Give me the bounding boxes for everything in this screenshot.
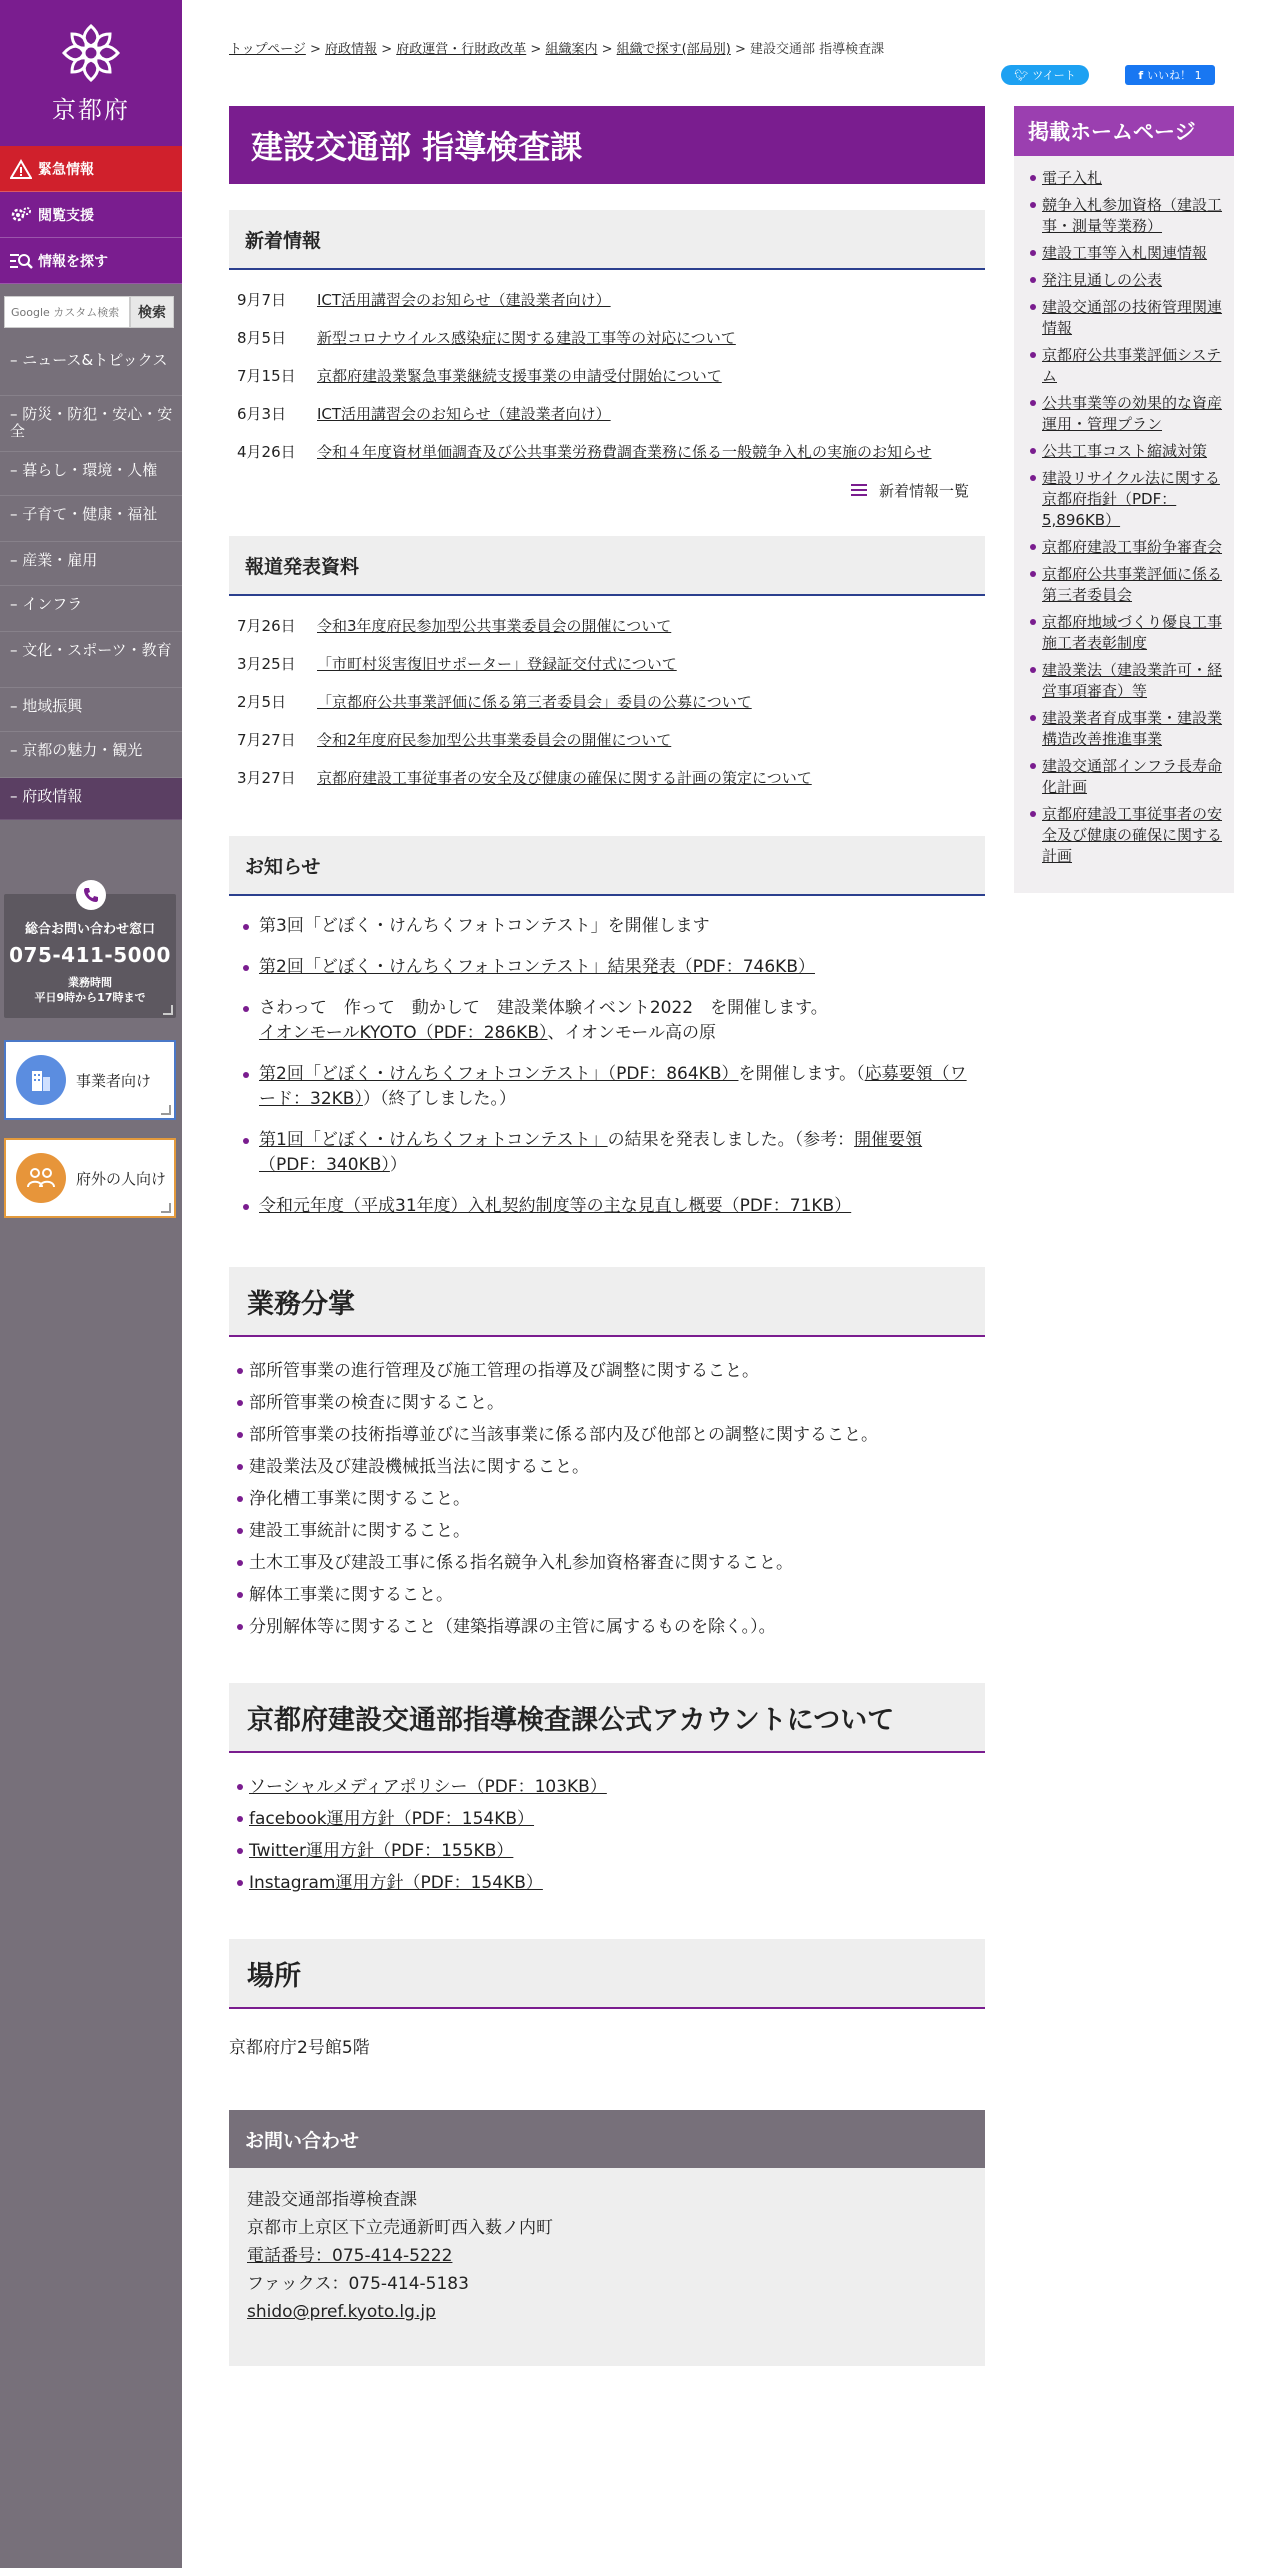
for-businesses-label: 事業者向け	[76, 1071, 152, 1090]
notice-link[interactable]: イオンモールKYOTO（PDF：286KB）	[259, 1023, 548, 1043]
tweet-button[interactable]	[1001, 65, 1089, 85]
list-item: 土木工事及び建設工事に係る指名競争入札参加資格審査に関すること。	[235, 1547, 985, 1579]
facebook-policy-link[interactable]: facebook運用方針（PDF：154KB）	[249, 1809, 535, 1829]
related-link[interactable]: 建設業者育成事業・建設業構造改善推進事業	[1042, 709, 1223, 748]
list-item	[229, 682, 985, 720]
press-date: 2月5日	[237, 692, 287, 711]
contact-title: 総合お問い合わせ窓口	[24, 922, 155, 937]
contact-hours-label: 業務時間	[68, 976, 112, 989]
nav-kyoto-tourism[interactable]: – 京都の魅力・観光	[0, 732, 182, 778]
list-item	[241, 996, 975, 1046]
find-info-button[interactable]	[0, 238, 182, 284]
notice-text: 、イオンモール高の原	[547, 1023, 716, 1043]
facebook-icon: f	[1138, 68, 1144, 82]
list-item	[1028, 168, 1224, 189]
related-pages-heading: 掲載ホームページ	[1014, 106, 1234, 156]
location-text: 京都府庁2号館5階	[229, 2038, 370, 2058]
list-item	[229, 720, 985, 758]
nav-prefectural-government[interactable]: – 府政情報	[0, 778, 182, 820]
news-date: 9月7日	[237, 290, 287, 309]
find-info-label: 情報を探す	[38, 253, 108, 270]
list-item	[229, 356, 985, 394]
list-item	[229, 758, 985, 796]
list-item	[1028, 660, 1224, 702]
notice-link[interactable]: 応募要領（ワード：32KB）	[259, 1064, 967, 1109]
press-heading: 報道発表資料	[229, 536, 985, 596]
duties-heading: 業務分掌	[229, 1267, 985, 1337]
notice-text: を開催します。（	[738, 1064, 865, 1084]
inquiry-heading: お問い合わせ	[229, 2110, 985, 2168]
general-contact-box[interactable]	[4, 894, 176, 1018]
nav-industry-employment[interactable]: – 産業・雇用	[0, 542, 182, 586]
main-content	[229, 106, 985, 2366]
instagram-policy-link[interactable]: Instagram運用方針（PDF：154KB）	[249, 1873, 543, 1893]
breadcrumb-separator: >	[734, 42, 746, 57]
corner-arrow-icon	[161, 1203, 171, 1213]
inquiry-fax: ファックス：075-414-5183	[247, 2274, 469, 2294]
news-more-link[interactable]	[229, 470, 985, 510]
search-input[interactable]	[4, 296, 130, 328]
press-link[interactable]: 「京都府公共事業評価に係る第三者委員会」委員の公募について	[317, 692, 752, 711]
notice-text: ）（終了しました。）	[362, 1089, 516, 1109]
news-more-label: 新着情報一覧	[878, 481, 969, 500]
related-link[interactable]: 京都府地域づくり優良工事施工者表彰制度	[1042, 613, 1223, 652]
social-media-policy-link[interactable]: ソーシャルメディアポリシー（PDF：103KB）	[249, 1777, 607, 1797]
news-list	[229, 270, 985, 470]
breadcrumb-top[interactable]: トップページ	[229, 42, 306, 57]
related-link[interactable]: 発注見通しの公表	[1042, 271, 1163, 289]
breadcrumb-administration[interactable]: 府政運営・行財政改革	[396, 42, 527, 57]
for-businesses-button[interactable]	[4, 1040, 176, 1120]
list-item	[1028, 468, 1224, 531]
for-non-residents-label: 府外の人向け	[76, 1169, 167, 1188]
notice-list	[229, 896, 985, 1219]
list-item: 解体工事業に関すること。	[235, 1579, 985, 1611]
related-link[interactable]: 電子入札	[1042, 169, 1103, 187]
notice-link[interactable]: 第2回「どぼく・けんちくフォトコンテスト」結果発表（PDF：746KB）	[259, 957, 815, 977]
breadcrumb-current: 建設交通部 指導検査課	[749, 42, 885, 57]
contact-number: 075-411-5000	[9, 943, 171, 967]
nav-news-topics[interactable]: – ニュース&トピックス	[0, 342, 182, 396]
twitter-policy-link[interactable]: Twitter運用方針（PDF：155KB）	[249, 1841, 514, 1861]
related-link[interactable]: 京都府建設工事紛争審査会	[1042, 538, 1223, 556]
inquiry-phone-link[interactable]: 電話番号：075-414-5222	[247, 2246, 453, 2266]
people-icon	[16, 1153, 66, 1203]
list-item	[229, 606, 985, 644]
breadcrumb-separator: >	[530, 42, 542, 57]
breadcrumb-by-department[interactable]: 組織で探す(部局別)	[616, 42, 731, 57]
news-link[interactable]: 京都府建設業緊急事業継続支援事業の申請受付開始について	[317, 366, 722, 385]
breadcrumb-separator: >	[381, 42, 393, 57]
related-link[interactable]: 京都府建設工事従事者の安全及び健康の確保に関する計画	[1042, 805, 1223, 865]
notice-link[interactable]: 第1回「どぼく・けんちくフォトコンテスト」	[259, 1130, 608, 1150]
for-non-residents-button[interactable]	[4, 1138, 176, 1218]
emergency-info-button[interactable]	[0, 146, 182, 192]
breadcrumb-separator: >	[601, 42, 613, 57]
inquiry-body	[229, 2168, 985, 2366]
list-item	[241, 955, 975, 980]
breadcrumb-government[interactable]: 府政情報	[325, 42, 378, 57]
list-item: 浄化槽工事業に関すること。	[235, 1483, 985, 1515]
news-date: 6月3日	[237, 404, 287, 423]
sidebar	[0, 0, 182, 2568]
list-item	[241, 914, 975, 939]
news-link[interactable]: 令和４年度資材単価調査及び公共事業労務費調査業務に係る一般競争入札の実施のお知らせ	[317, 442, 932, 461]
site-search	[0, 284, 182, 342]
list-item	[1028, 612, 1224, 654]
list-item	[229, 318, 985, 356]
notice-text: 第3回「どぼく・けんちくフォトコンテスト」を開催します	[259, 916, 710, 936]
list-item	[1028, 756, 1224, 798]
news-heading: 新着情報	[229, 210, 985, 270]
notice-text: ）	[389, 1155, 407, 1175]
list-item	[229, 280, 985, 318]
news-link[interactable]: 新型コロナウイルス感染症に関する建設工事等の対応について	[317, 328, 736, 347]
accounts-list	[229, 1753, 985, 1899]
related-link[interactable]: 競争入札参加資格（建設工事・測量等業務）	[1042, 196, 1223, 235]
list-item	[1028, 270, 1224, 291]
notice-link[interactable]: 令和元年度（平成31年度）入札契約制度等の主な見直し概要（PDF：71KB）	[259, 1196, 852, 1216]
accounts-heading: 京都府建設交通部指導検査課公式アカウントについて	[229, 1683, 985, 1753]
notice-text: の結果を発表しました。（参考：	[607, 1130, 855, 1150]
building-icon	[16, 1055, 66, 1105]
notice-text: さわって 作って 動かして 建設業体験イベント2022 を開催します。	[259, 998, 828, 1018]
related-link[interactable]: 建設交通部の技術管理関連情報	[1042, 298, 1223, 337]
list-item: 部所管事業の技術指導並びに当該事業に係る部内及び他部との調整に関すること。	[235, 1419, 985, 1451]
nav-regional-development[interactable]: – 地域振興	[0, 688, 182, 732]
list-item: 建設業法及び建設機械抵当法に関すること。	[235, 1451, 985, 1483]
list-item	[1028, 804, 1224, 867]
inquiry-email-link[interactable]: shido@pref.kyoto.lg.jp	[247, 2302, 436, 2322]
list-item	[1028, 345, 1224, 387]
press-list	[229, 596, 985, 796]
list-item	[241, 1128, 975, 1178]
press-link[interactable]: 令和3年度府民参加型公共事業委員会の開催について	[317, 616, 672, 635]
location-heading: 場所	[229, 1939, 985, 2009]
press-date: 7月27日	[237, 730, 296, 749]
nav-child-health-welfare[interactable]: – 子育て・健康・福祉	[0, 496, 182, 542]
list-item	[1028, 297, 1224, 339]
list-item	[1028, 393, 1224, 435]
press-link[interactable]: 京都府建設工事従事者の安全及び健康の確保に関する計画の策定について	[317, 768, 812, 787]
list-item	[1028, 441, 1224, 462]
related-link[interactable]: 建設工事等入札関連情報	[1042, 244, 1208, 262]
press-date: 3月25日	[237, 654, 296, 673]
press-link[interactable]: 令和2年度府民参加型公共事業委員会の開催について	[317, 730, 672, 749]
related-link[interactable]: 建設リサイクル法に関する京都府指針（PDF：5,896KB）	[1042, 469, 1220, 529]
list-item	[229, 394, 985, 432]
list-item	[1028, 564, 1224, 606]
list-item	[229, 432, 985, 470]
list-item	[1028, 537, 1224, 558]
list-item	[235, 1867, 985, 1899]
list-item	[229, 644, 985, 682]
search-list-icon	[8, 249, 34, 273]
list-item	[1028, 195, 1224, 237]
inquiry-address: 京都市上京区下立売通新町西入薮ノ内町	[247, 2218, 553, 2238]
nav-disaster-safety[interactable]: – 防災・防犯・安心・安全	[0, 396, 182, 452]
related-link[interactable]: 公共事業等の効果的な資産運用・管理プラン	[1042, 394, 1223, 433]
list-item: 部所管事業の検査に関すること。	[235, 1387, 985, 1419]
breadcrumb-organization[interactable]: 組織案内	[545, 42, 598, 57]
accessibility-button[interactable]	[0, 192, 182, 238]
notice-link[interactable]: 第2回「どぼく・けんちくフォトコンテスト」（PDF：864KB）	[259, 1064, 739, 1084]
news-date: 4月26日	[237, 442, 296, 461]
facebook-like-button[interactable]	[1125, 65, 1215, 85]
breadcrumb-separator: >	[309, 42, 321, 57]
list-icon	[851, 484, 867, 496]
phone-icon	[76, 880, 106, 910]
corner-arrow-icon	[161, 1105, 171, 1115]
like-label: いいね！ 1	[1147, 69, 1202, 82]
emergency-info-label: 緊急情報	[38, 161, 94, 178]
news-link[interactable]: ICT活用講習会のお知らせ（建設業者向け）	[317, 290, 611, 309]
list-item	[241, 1194, 975, 1219]
list-item	[235, 1771, 985, 1803]
notice-heading: お知らせ	[229, 836, 985, 896]
breadcrumb	[229, 38, 884, 57]
gear-icon	[8, 203, 34, 227]
list-item: 建設工事統計に関すること。	[235, 1515, 985, 1547]
press-date: 3月27日	[237, 768, 296, 787]
list-item	[235, 1803, 985, 1835]
press-link[interactable]: 「市町村災害復旧サポーター」登録証交付式について	[317, 654, 677, 673]
list-item	[235, 1835, 985, 1867]
list-item	[1028, 243, 1224, 264]
corner-arrow-icon	[163, 1005, 173, 1015]
related-pages-list	[1014, 156, 1234, 867]
twitter-bird-icon: 🐦︎	[1014, 68, 1029, 82]
list-item: 分別解体等に関すること（建築指導課の主管に属するものを除く。）。	[235, 1611, 985, 1643]
press-date: 7月26日	[237, 616, 296, 635]
news-date: 8月5日	[237, 328, 287, 347]
accessibility-label: 閲覧支援	[38, 207, 94, 224]
nav-living-environment[interactable]: – 暮らし・環境・人権	[0, 452, 182, 496]
related-link[interactable]: 公共工事コスト縮減対策	[1042, 442, 1208, 460]
contact-hours-value: 平日9時から17時まで	[34, 991, 146, 1004]
site-name: 京都府	[52, 95, 130, 124]
page-title: 建設交通部 指導検査課	[229, 106, 985, 184]
inquiry-dept: 建設交通部指導検査課	[247, 2190, 417, 2210]
search-button[interactable]: 検索	[130, 296, 174, 328]
notice-link[interactable]: 開催要領（PDF：340KB）	[259, 1130, 923, 1175]
list-item	[241, 1062, 975, 1112]
kyoto-crest-icon	[60, 22, 122, 84]
duties-list	[229, 1337, 985, 1643]
nav-infrastructure[interactable]: – インフラ	[0, 586, 182, 632]
related-pages-panel	[1014, 106, 1234, 893]
nav-culture-sports-education[interactable]: – 文化・スポーツ・教育	[0, 632, 182, 688]
tweet-label: ツイート	[1032, 69, 1076, 82]
list-item: 部所管事業の進行管理及び施工管理の指導及び調整に関すること。	[235, 1355, 985, 1387]
related-link[interactable]: 建設交通部インフラ長寿命化計画	[1042, 757, 1223, 796]
contact-hours	[4, 975, 176, 1005]
related-link[interactable]: 京都府公共事業評価に係る第三者委員会	[1042, 565, 1223, 604]
warning-icon	[8, 157, 34, 181]
related-link[interactable]: 建設業法（建設業許可・経営事項審査）等	[1042, 661, 1223, 700]
news-date: 7月15日	[237, 366, 296, 385]
related-link[interactable]: 京都府公共事業評価システム	[1042, 346, 1222, 385]
site-logo[interactable]	[0, 0, 182, 146]
news-link[interactable]: ICT活用講習会のお知らせ（建設業者向け）	[317, 404, 611, 423]
list-item	[1028, 708, 1224, 750]
